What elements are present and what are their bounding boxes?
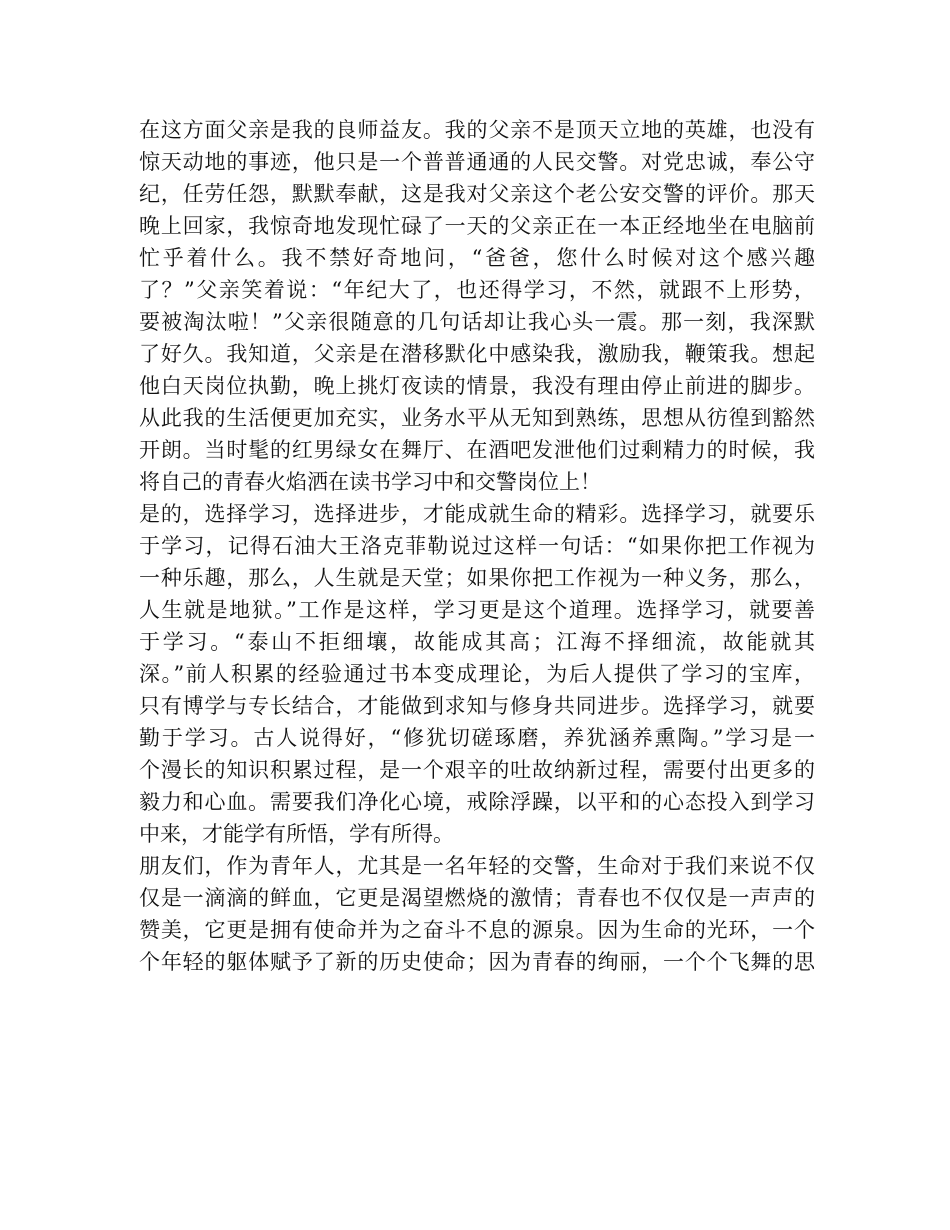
text-line: 仅是一滴滴的鲜血，它更是渴望燃烧的激情；青春也不仅仅是一声声的 [139,886,815,910]
text-line: 开朗。当时髦的红男绿女在舞厅、在酒吧发泄他们过剩精力的时候，我 [139,438,815,462]
paragraph-2 [139,498,815,850]
text-line: 晚上回家，我惊奇地发现忙碌了一天的父亲正在一本正经地坐在电脑前 [139,214,815,238]
paragraph-1 [139,114,815,498]
text-line: 个漫长的知识积累过程，是一个艰辛的吐故纳新过程，需要付出更多的 [139,758,815,782]
text-line: 忙乎着什么。我不禁好奇地问，“爸爸，您什么时候对这个感兴趣 [139,246,815,270]
text-line: 深。”前人积累的经验通过书本变成理论，为后人提供了学习的宝库， [139,662,815,686]
text-line: 毅力和心血。需要我们净化心境，戒除浮躁，以平和的心态投入到学习 [139,790,815,814]
text-line: 要被淘汰啦！”父亲很随意的几句话却让我心头一震。那一刻，我深默 [139,310,815,334]
text-line: 朋友们，作为青年人，尤其是一名年轻的交警，生命对于我们来说不仅 [139,854,815,878]
text-line: 了？”父亲笑着说：“年纪大了，也还得学习，不然，就跟不上形势， [139,278,815,302]
text-line: 赞美，它更是拥有使命并为之奋斗不息的源泉。因为生命的光环，一个 [139,918,815,942]
text-line: 于学习，记得石油大王洛克菲勒说过这样一句话：“如果你把工作视为 [139,534,815,558]
text-line: 个年轻的躯体赋予了新的历史使命；因为青春的绚丽，一个个飞舞的思 [139,950,815,974]
paragraph-3 [139,850,815,978]
text-line: 只有博学与专长结合，才能做到求知与修身共同进步。选择学习，就要 [139,694,815,718]
text-line: 了好久。我知道，父亲是在潜移默化中感染我，激励我，鞭策我。想起 [139,342,815,366]
text-line: 人生就是地狱。”工作是这样，学习更是这个道理。选择学习，就要善 [139,598,815,622]
body-text [139,114,815,978]
text-line: 在这方面父亲是我的良师益友。我的父亲不是顶天立地的英雄，也没有 [139,118,815,142]
text-line: 惊天动地的事迹，他只是一个普普通通的人民交警。对党忠诚，奉公守 [139,150,815,174]
text-line: 一种乐趣，那么，人生就是天堂；如果你把工作视为一种义务，那么， [139,566,815,590]
text-line: 勤于学习。古人说得好，“修犹切磋琢磨，养犹涵养熏陶。”学习是一 [139,726,815,750]
text-line: 他白天岗位执勤，晚上挑灯夜读的情景，我没有理由停止前进的脚步。 [139,374,815,398]
text-line: 将自己的青春火焰洒在读书学习中和交警岗位上！ [139,470,601,494]
text-line: 纪，任劳任怨，默默奉献，这是我对父亲这个老公安交警的评价。那天 [139,182,815,206]
text-line: 是的，选择学习，选择进步，才能成就生命的精彩。选择学习，就要乐 [139,502,815,526]
text-line: 从此我的生活便更加充实，业务水平从无知到熟练，思想从彷徨到豁然 [139,406,815,430]
text-line: 中来，才能学有所悟，学有所得。 [139,822,454,846]
text-line: 于学习。“泰山不拒细壤，故能成其高；江海不择细流，故能就其 [139,630,815,654]
